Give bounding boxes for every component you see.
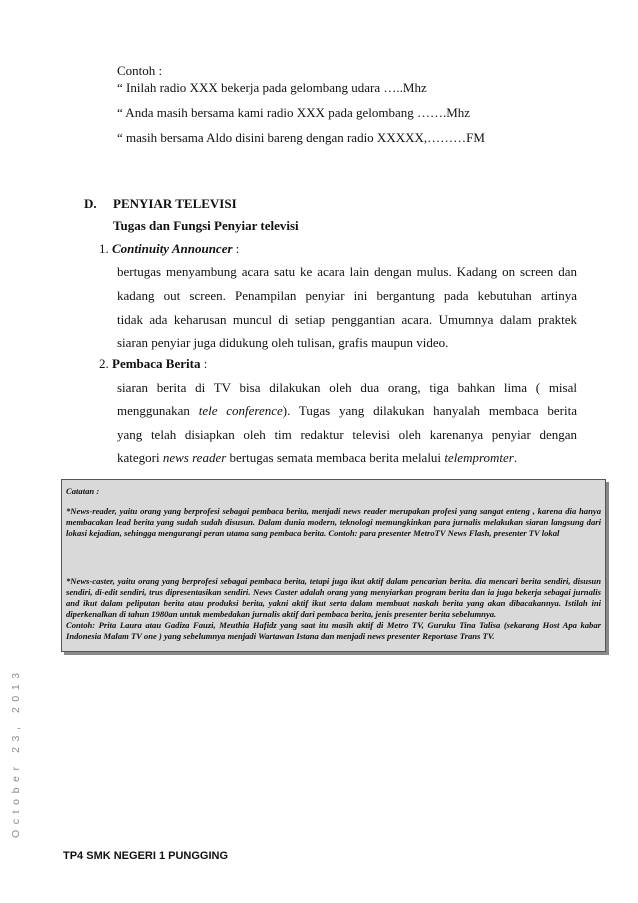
section-title: PENYIAR TELEVISI	[113, 196, 237, 211]
note-box	[61, 479, 606, 652]
note-paragraph: *News-caster, yaitu orang yang berprofesi sebagai pembaca berita, tetapi juga ikut aktif dalam pencarian berita. dia mencari berita sendiri, disusun sendiri, di-edit sendiri, trus dipresentasikan sendiri. News Caster adalah orang yang menyiarkan program berita dan ia juga bekerja sebagai jurnalis and ikut dalam peliputan berita atau produksi berita, yakni aktif ikut serta dalam membuat naskah berita yang akan dibacakannya. Istilah ini diperkenalkan di tahun 1980an untuk membedakan jurnalis aktif dari pembaca berita, jenis presenter berita sebelumnya.	[66, 576, 601, 619]
paragraph-line: yang telah disiapkan oleh tim redaktur televisi oleh karenanya penyiar dengan	[117, 427, 577, 442]
list-item-title: Continuity Announcer	[112, 241, 233, 256]
text-run-italic: tele conference	[198, 403, 283, 418]
paragraph-line	[117, 403, 577, 419]
list-item-2-heading	[99, 356, 207, 372]
example-line: “ Anda masih bersama kami radio XXX pada gelombang …….Mhz	[117, 105, 471, 120]
footer: TP4 SMK NEGERI 1 PUNGGING	[63, 850, 229, 862]
note-paragraph: *News-reader, yaitu orang yang berprofesi sebagai pembaca berita, menjadi news reader merupakan profesi yang sangat enteng , karena dia hanya membacakan lead berita yang sudah sudah disusun. Dalam dunia modern, teknologi memungkinkan para jurnalis melakukan siaran langsung dari lokasi kejadian, sehingga mengurangi peran utama sang pembaca berita. Contoh: para presenter MetroTV News Flash, presenter TV lokal	[66, 506, 601, 538]
list-colon: :	[232, 241, 240, 256]
paragraph-line: siaran berita di TV bisa dilakukan oleh dua orang, tiga bahkan lima ( misal	[117, 380, 577, 395]
section-letter: D.	[84, 196, 97, 211]
text-run: kategori	[117, 450, 163, 465]
example-line: “ masih bersama Aldo disini bareng dengan radio XXXXX,………FM	[117, 130, 485, 145]
paragraph-line: tidak ada keharusan muncul di setiap penggantian acara. Umumnya dalam praktek	[117, 312, 577, 327]
examples-heading: Contoh :	[117, 63, 163, 78]
list-number: 2.	[99, 356, 109, 371]
list-item-title: Pembaca Berita	[112, 356, 201, 371]
list-colon: :	[200, 356, 208, 371]
side-date: October 23, 2013	[10, 667, 22, 838]
paragraph-line: kadang out screen. Penampilan penyiar ini bergantung pada kebutuhan artinya	[117, 288, 577, 303]
text-run-italic: news reader	[162, 450, 227, 465]
text-run: menggunakan	[117, 403, 199, 418]
example-line: “ Inilah radio XXX bekerja pada gelombang udara …..Mhz	[117, 80, 427, 95]
note-paragraph: Contoh: Prita Laura atau Gadiza Fauzi, Meuthia Hafidz yang saat itu masih aktif di Metro TV, Guruku Tina Talisa (sekarang Host Apa kabar Indonesia Malam TV one ) yang sebelumnya menjadi Wartawan Istana dan menjadi news presenter Reportase Trans TV.	[66, 620, 601, 641]
text-run: bertugas semata membaca berita melalui	[226, 450, 445, 465]
section-subtitle: Tugas dan Fungsi Penyiar televisi	[113, 218, 299, 233]
note-heading: Catatan :	[66, 486, 100, 496]
text-run: ). Tugas yang dilakukan hanyalah membaca berita	[282, 403, 577, 418]
text-run: .	[513, 450, 518, 465]
text-run-italic: telempromter	[444, 450, 514, 465]
list-number: 1.	[99, 241, 109, 256]
paragraph-line: siaran penyiar juga didukung oleh tulisan, grafis maupun video.	[117, 335, 449, 350]
paragraph-line: bertugas menyambung acara satu ke acara lain dengan mulus. Kadang on screen dan	[117, 264, 577, 279]
paragraph-line	[117, 450, 577, 466]
list-item-1-heading	[99, 241, 239, 257]
